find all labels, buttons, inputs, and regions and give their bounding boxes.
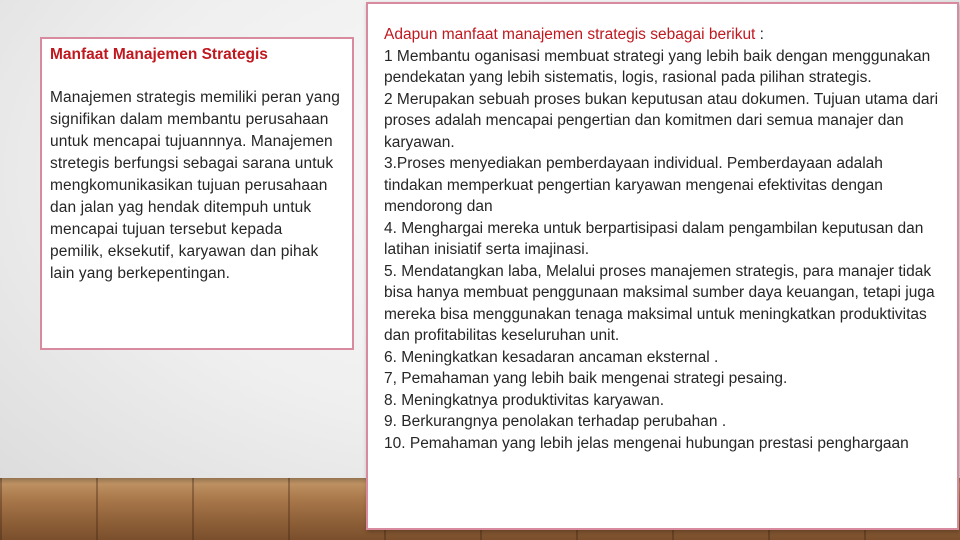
benefit-item: 5. Mendatangkan laba, Melalui proses manajemen strategis, para manajer tidak bisa hanya membuat penggunaan maksimal sumber daya keuangan, tetapi juga mereka bisa menggunakan tenaga maksimal untuk meningkatkan produktivitas dan profitabilitas keseluruhan unit.: [384, 262, 935, 344]
benefits-heading-text: Adapun manfaat manajemen strategis sebagai berikut: [384, 26, 756, 43]
benefits-heading: [384, 24, 945, 46]
right-text-box: [366, 2, 959, 530]
benefit-item: 8. Meningkatnya produktivitas karyawan.: [384, 391, 665, 409]
left-title: Manfaat Manajemen Strategis: [50, 46, 268, 63]
left-body-text: Manajemen strategis memiliki peran yang signifikan dalam membantu perusahaan untuk mencapai tujuannnya. Manajemen stretegis berfungsi sebagai sarana untuk mengkomunikasikan tujuan perusahaan dan jalan yag hendak ditempuh untuk mencapai tujuan tersebut kepada pemilik, eksekutif, karyawan dan pihak lain yang berkepentingan.: [50, 89, 340, 282]
benefit-item: 10. Pemahaman yang lebih jelas mengenai hubungan prestasi penghargaan: [384, 434, 909, 452]
benefit-item: 1 Membantu oganisasi membuat strategi yang lebih baik dengan menggunakan pendekatan yang lebih sistematis, logis, rasional pada pilihan strategis.: [384, 47, 931, 86]
benefit-item: 2 Merupakan sebuah proses bukan keputusan atau dokumen. Tujuan utama dari proses adalah mencapai pengertian dan komitmen dari semua manajer dan karyawan.: [384, 90, 939, 151]
benefit-item: 3.Proses menyediakan pemberdayaan individual. Pemberdayaan adalah tindakan memperkuat pengertian karyawan mengenai efektivitas dengan mendorong dan: [384, 155, 883, 215]
left-text-box: [40, 37, 354, 350]
benefit-item: 7, Pemahaman yang lebih baik mengenai strategi pesaing.: [384, 370, 788, 387]
benefit-item: 6. Meningkatkan kesadaran ancaman eksternal .: [384, 348, 719, 366]
benefit-item: 4. Menghargai mereka untuk berpartisipasi dalam pengambilan keputusan dan latihan inisiatif serta imajinasi.: [384, 219, 924, 258]
benefit-item: 9. Berkurangnya penolakan terhadap perubahan .: [384, 413, 727, 430]
benefits-heading-colon: :: [755, 26, 764, 43]
